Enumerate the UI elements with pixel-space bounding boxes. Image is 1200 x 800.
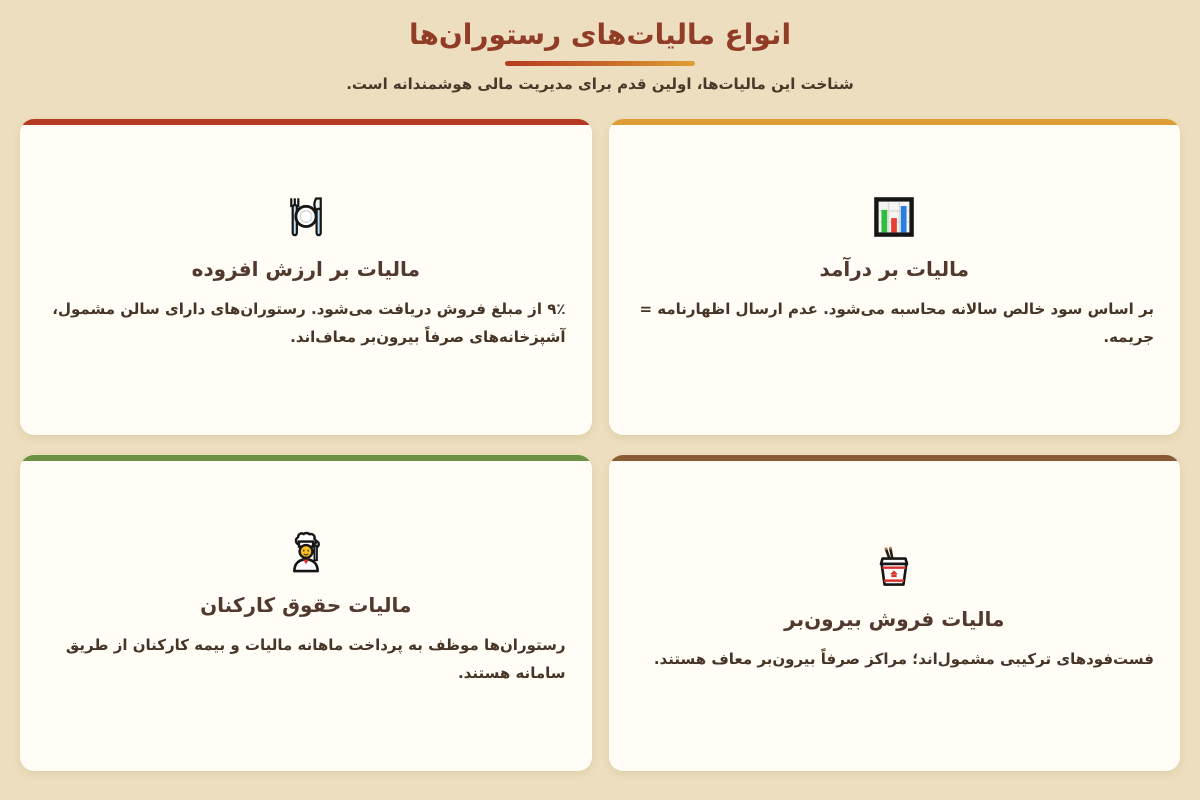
page-title: انواع مالیات‌های رستوران‌ها bbox=[408, 18, 792, 51]
card-description: رستوران‌ها موظف به پرداخت ماهانه مالیات و بیمه کارکنان از طریق سامانه هستند. bbox=[65, 636, 566, 682]
takeout-accent-bar bbox=[609, 455, 1181, 461]
bar-chart-icon bbox=[872, 195, 916, 239]
payroll-accent-bar bbox=[20, 455, 592, 461]
chef-icon bbox=[284, 531, 328, 575]
income-accent-bar bbox=[609, 119, 1181, 125]
tax-cards-grid bbox=[0, 95, 1200, 771]
card-takeout-sales-tax bbox=[609, 455, 1181, 771]
card-title: مالیات حقوق کارکنان bbox=[200, 593, 412, 618]
page-subtitle: شناخت این مالیات‌ها، اولین قدم برای مدیریت مالی هوشمندانه است. bbox=[346, 74, 854, 93]
card-vat bbox=[20, 119, 592, 435]
card-title: مالیات بر ارزش افزوده bbox=[191, 257, 420, 282]
card-payroll-tax bbox=[20, 455, 592, 771]
card-description: ۹٪ از مبلغ فروش دریافت می‌شود. رستوران‌های دارای سالن مشمول، آشپزخانه‌های صرفاً بیرون‌بر معاف‌اند. bbox=[52, 300, 566, 346]
card-description: بر اساس سود خالص سالانه محاسبه می‌شود. عدم ارسال اظهارنامه = جریمه. bbox=[639, 300, 1154, 346]
takeout-box-icon bbox=[872, 545, 916, 589]
card-description: فست‌فودهای ترکیبی مشمول‌اند؛ مراکز صرفاً بیرون‌بر معاف هستند. bbox=[653, 649, 1154, 668]
card-title: مالیات فروش بیرون‌بر bbox=[784, 606, 1005, 631]
title-underline bbox=[505, 61, 695, 66]
card-income-tax bbox=[609, 119, 1181, 435]
page-header bbox=[0, 0, 1200, 95]
fork-knife-plate-icon bbox=[284, 195, 328, 239]
vat-accent-bar bbox=[20, 119, 592, 125]
card-title: مالیات بر درآمد bbox=[819, 257, 970, 282]
